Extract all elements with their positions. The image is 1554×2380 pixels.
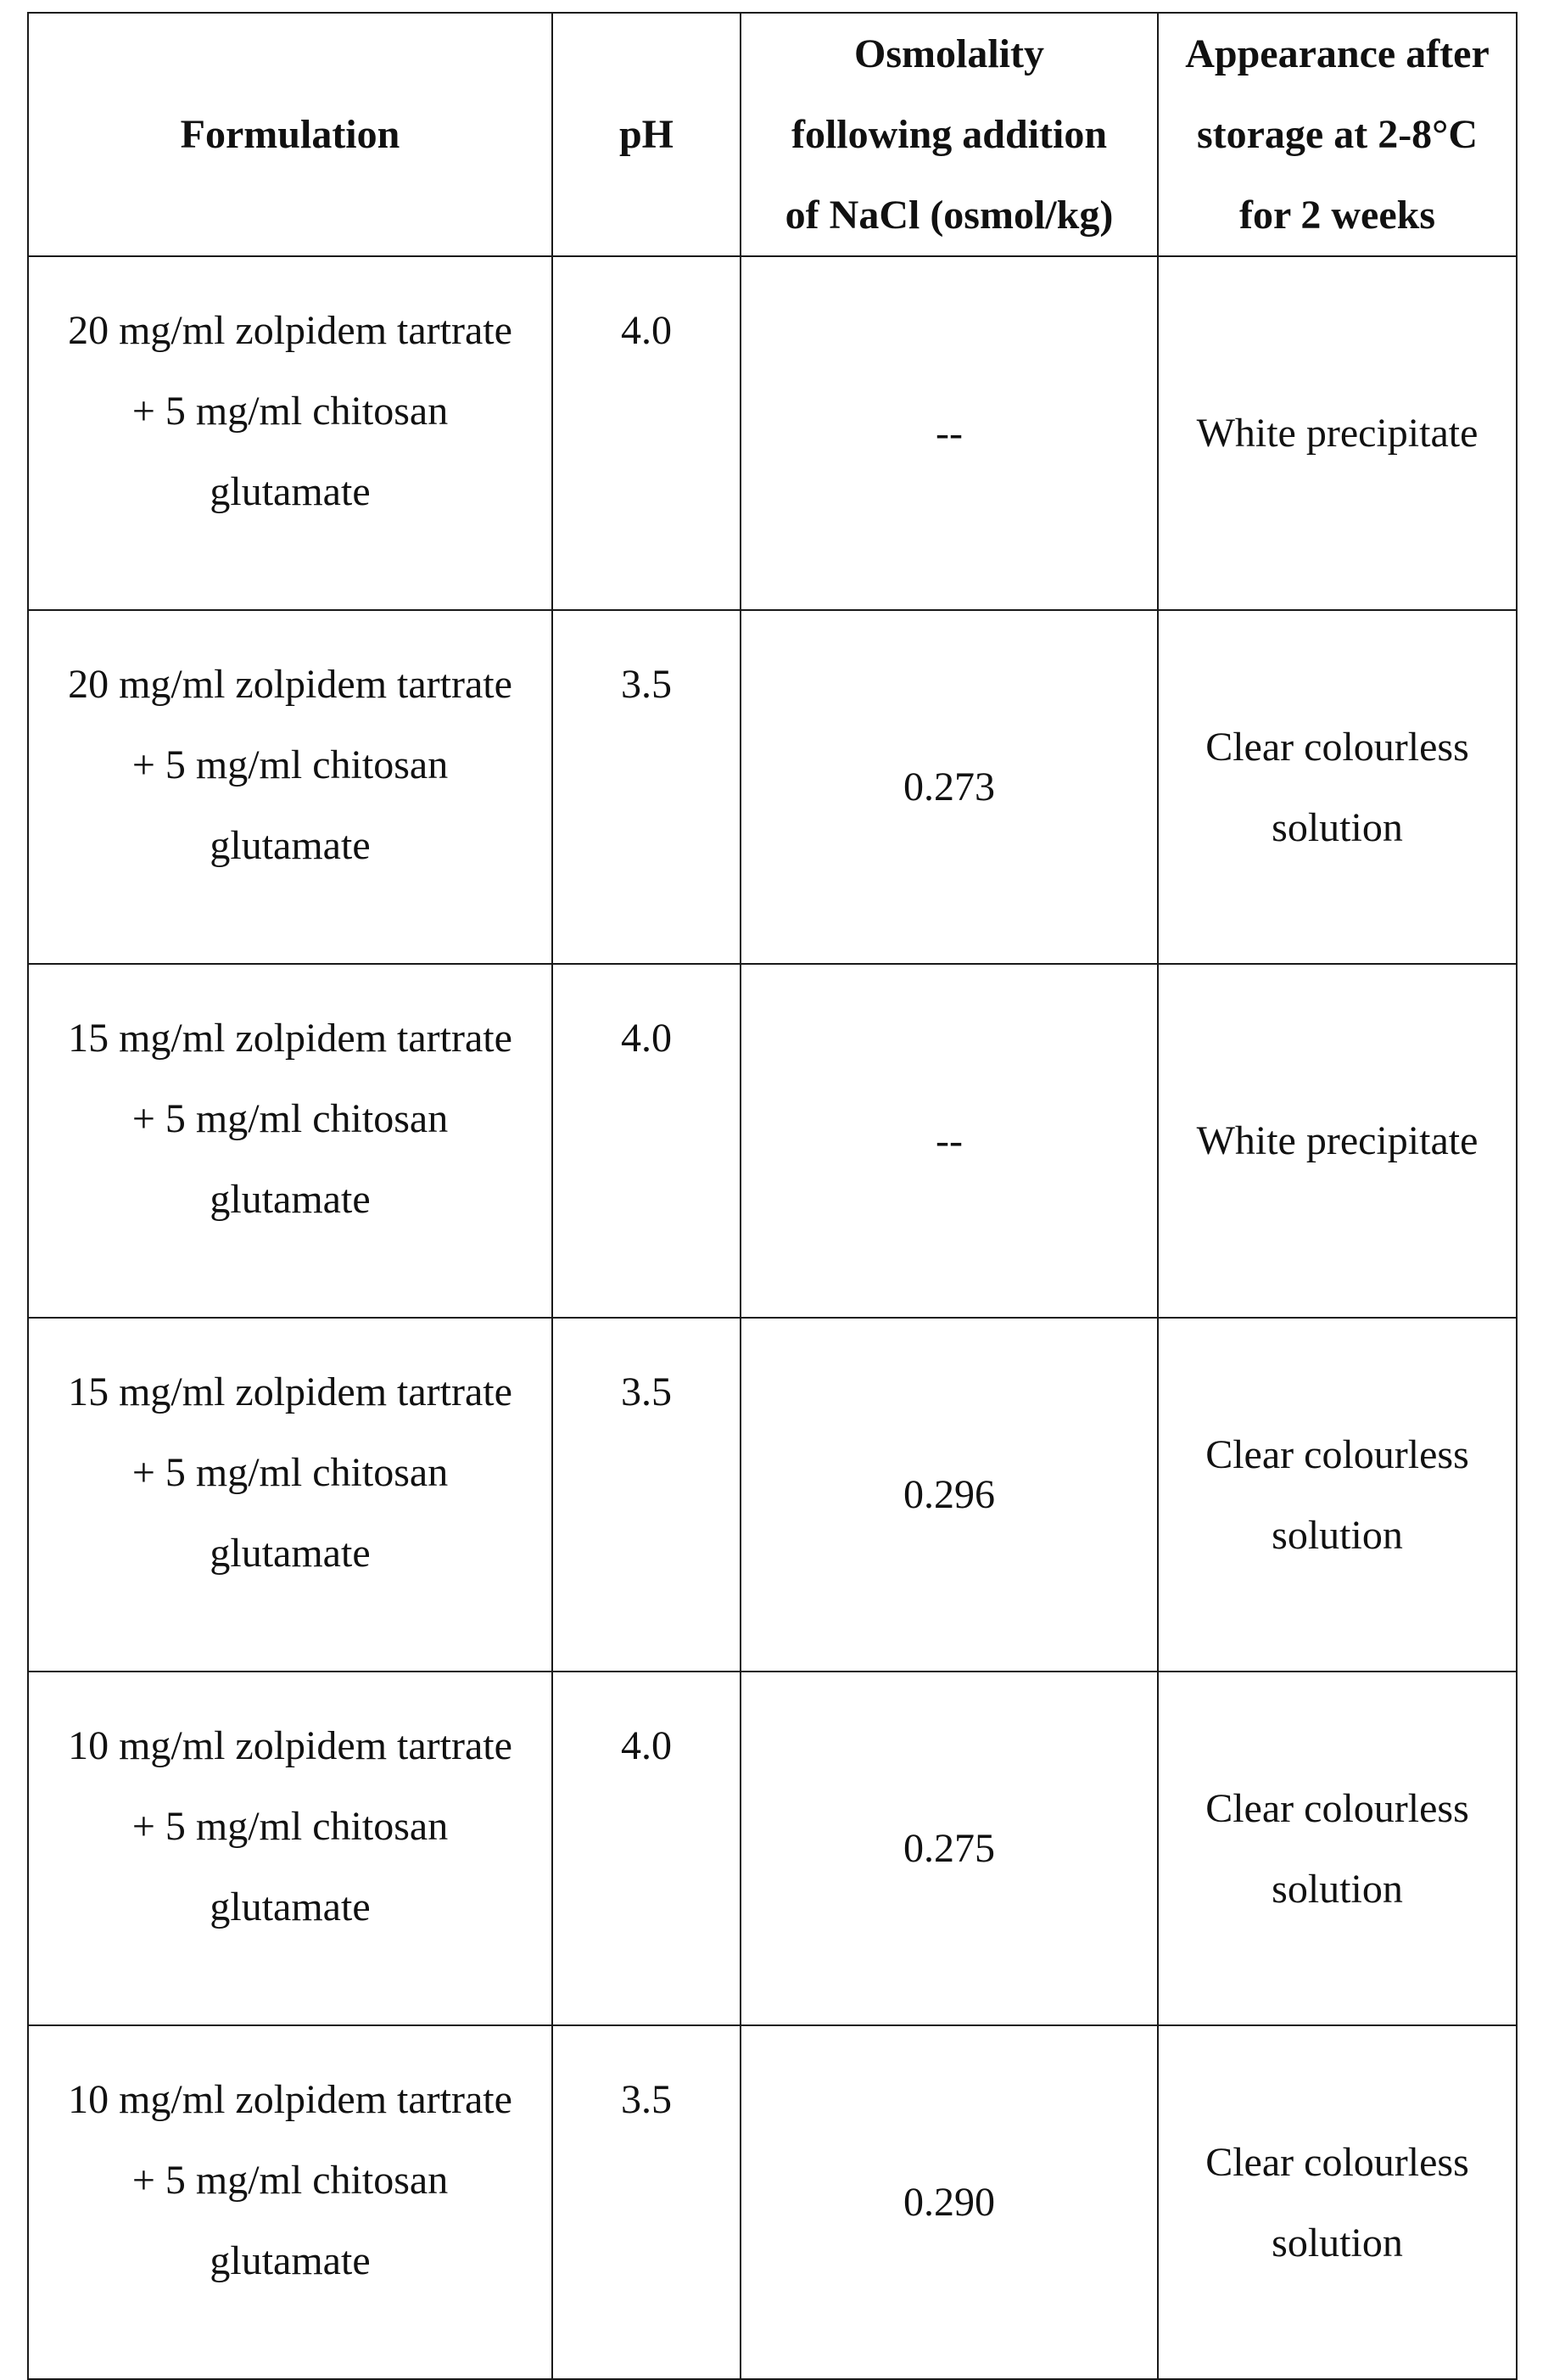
formulation-line: glutamate (210, 1177, 371, 1222)
cell-appearance (1158, 610, 1517, 964)
appearance-line: White precipitate (1196, 411, 1479, 456)
ph-value: 3.5 (621, 2077, 672, 2122)
cell-ph (552, 1318, 741, 1672)
formulation-line: + 5 mg/ml chitosan (131, 389, 449, 434)
header-formulation-text: Formulation (180, 112, 400, 157)
header-osmolality (741, 13, 1158, 256)
formulation-line: 20 mg/ml zolpidem tartrate (68, 308, 512, 353)
header-appearance-line: Appearance after (1185, 31, 1490, 76)
header-appearance-line: for 2 weeks (1238, 193, 1436, 238)
cell-ph (552, 1672, 741, 2025)
cell-formulation (28, 2025, 552, 2379)
cell-osmolality (741, 256, 1158, 610)
formulation-line: + 5 mg/ml chitosan (131, 1804, 449, 1849)
appearance-line: solution (1272, 2220, 1403, 2265)
cell-osmolality (741, 964, 1158, 1318)
appearance-line: Clear colourless (1205, 2139, 1469, 2185)
formulation-line: glutamate (210, 1531, 371, 1576)
header-ph-text: pH (618, 112, 674, 157)
cell-appearance (1158, 1318, 1517, 1672)
cell-ph (552, 964, 741, 1318)
formulation-line: 20 mg/ml zolpidem tartrate (68, 662, 512, 707)
osmolality-value: 0.296 (903, 1472, 995, 1517)
header-ph (552, 13, 741, 256)
cell-formulation (28, 256, 552, 610)
appearance-line: Clear colourless (1205, 1431, 1469, 1477)
ph-value: 4.0 (621, 1016, 672, 1061)
cell-ph (552, 610, 741, 964)
formulation-line: glutamate (210, 2238, 371, 2283)
ph-value: 4.0 (621, 308, 672, 353)
cell-formulation (28, 1672, 552, 2025)
ph-value: 3.5 (621, 1369, 672, 1414)
table-row (28, 1672, 1517, 2025)
appearance-line: solution (1272, 1866, 1403, 1912)
formulation-table (27, 12, 1518, 2380)
formulation-line: glutamate (210, 469, 371, 514)
cell-formulation (28, 610, 552, 964)
table-row (28, 256, 1517, 610)
table-row (28, 964, 1517, 1318)
formulation-line: 10 mg/ml zolpidem tartrate (68, 1723, 512, 1768)
header-osmolality-line: of NaCl (osmol/kg) (785, 193, 1114, 238)
cell-appearance (1158, 964, 1517, 1318)
ph-value: 4.0 (621, 1723, 672, 1768)
appearance-line: Clear colourless (1205, 1785, 1469, 1831)
header-row (28, 13, 1517, 256)
formulation-line: + 5 mg/ml chitosan (131, 2158, 449, 2203)
appearance-line: solution (1272, 804, 1403, 850)
formulation-line: + 5 mg/ml chitosan (131, 1096, 449, 1141)
formulation-line: 10 mg/ml zolpidem tartrate (68, 2077, 512, 2122)
table-row (28, 610, 1517, 964)
header-osmolality-line: Osmolality (854, 31, 1044, 76)
cell-appearance (1158, 2025, 1517, 2379)
formulation-line: + 5 mg/ml chitosan (131, 1450, 449, 1495)
osmolality-value: -- (936, 1118, 963, 1163)
header-appearance-line: storage at 2-8°C (1196, 112, 1479, 157)
formulation-line: + 5 mg/ml chitosan (131, 742, 449, 787)
cell-ph (552, 2025, 741, 2379)
appearance-line: White precipitate (1196, 1118, 1479, 1163)
formulation-line: 15 mg/ml zolpidem tartrate (68, 1369, 512, 1414)
cell-osmolality (741, 1672, 1158, 2025)
osmolality-value: 0.275 (903, 1826, 995, 1871)
formulation-line: glutamate (210, 1884, 371, 1929)
cell-appearance (1158, 256, 1517, 610)
cell-ph (552, 256, 741, 610)
ph-value: 3.5 (621, 662, 672, 707)
header-formulation (28, 13, 552, 256)
osmolality-value: 0.290 (903, 2180, 995, 2225)
cell-formulation (28, 964, 552, 1318)
table-row (28, 1318, 1517, 1672)
appearance-line: Clear colourless (1205, 724, 1469, 770)
cell-osmolality (741, 2025, 1158, 2379)
appearance-line: solution (1272, 1512, 1403, 1558)
cell-appearance (1158, 1672, 1517, 2025)
cell-osmolality (741, 610, 1158, 964)
formulation-line: glutamate (210, 823, 371, 868)
table-row (28, 2025, 1517, 2379)
osmolality-value: 0.273 (903, 764, 995, 809)
osmolality-value: -- (936, 411, 963, 456)
header-osmolality-line: following addition (791, 112, 1108, 157)
cell-formulation (28, 1318, 552, 1672)
formulation-line: 15 mg/ml zolpidem tartrate (68, 1016, 512, 1061)
cell-osmolality (741, 1318, 1158, 1672)
header-appearance (1158, 13, 1517, 256)
